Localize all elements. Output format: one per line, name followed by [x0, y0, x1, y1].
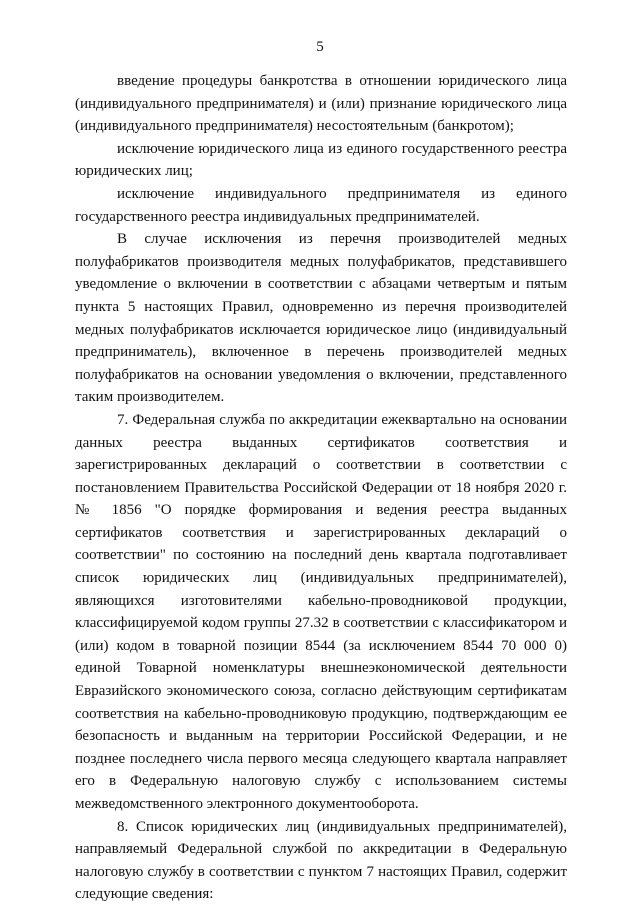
paragraph-legal-entity-exclusion: исключение юридического лица из единого государственного реестра юридических лиц; — [75, 140, 567, 180]
paragraph-producer-list-exclusion: В случае исключения из перечня производителей медных полуфабрикатов производителя медных полуфабрикатов, представившего уведомление о включении в соответствии с абзацами четвертым и пятым пункта 5 настоящих Правил, одновременно из перечня производителей медных полуфабрикатов исключается юридическое лицо (индивидуальный предприниматель), включенное в перечень производителей медных полуфабрикатов на основании уведомления о включении, представленного таким производителем. — [75, 231, 567, 406]
paragraph-item-8: 8. Список юридических лиц (индивидуальных предпринимателей), направляемый Федеральной службой по аккредитации в Федеральную налоговую службу в соответствии с пунктом 7 настоящих Правил, содержит следующие сведения: — [75, 818, 567, 903]
paragraph-entrepreneur-exclusion: исключение индивидуального предпринимателя из единого государственного реестра индивидуальных предпринимателей. — [75, 185, 567, 225]
page-number: 5 — [316, 39, 324, 55]
document-body — [75, 70, 567, 906]
paragraph-item-7: 7. Федеральная служба по аккредитации ежеквартально на основании данных реестра выданных сертификатов соответствия и зарегистрированных деклараций о соответствии в соответствии с постановлением Правительства Российской Федерации от 18 ноября 2020 г. № 1856 "О порядке формирования и ведения реестра выданных сертификатов соответствия и зарегистрированных деклараций о соответствии" по состоянию на последний день квартала подготавливает список юридических лиц (индивидуальных предпринимателей), являющихся изготовителями кабельно-проводниковой продукции, классифицируемой кодом группы 27.32 в соответствии с классификатором и (или) кодом в товарной позиции 8544 (за исключением 8544 70 000 0) единой Товарной номенклатуры внешнеэкономической деятельности Евразийского экономического союза, согласно действующим сертификатам соответствия на кабельно-проводниковую продукцию, подтверждающим ее безопасность и выданным на территории Российской Федерации, и не позднее последнего числа первого месяца следующего квартала направляет его в Федеральную налоговую службу с использованием системы межведомственного электронного документооборота. — [75, 411, 567, 812]
paragraph-bankruptcy: введение процедуры банкротства в отношении юридического лица (индивидуального предпринимателя) и (или) признание юридического лица (индивидуального предпринимателя) несостоятельным (банкротом); — [75, 73, 567, 135]
